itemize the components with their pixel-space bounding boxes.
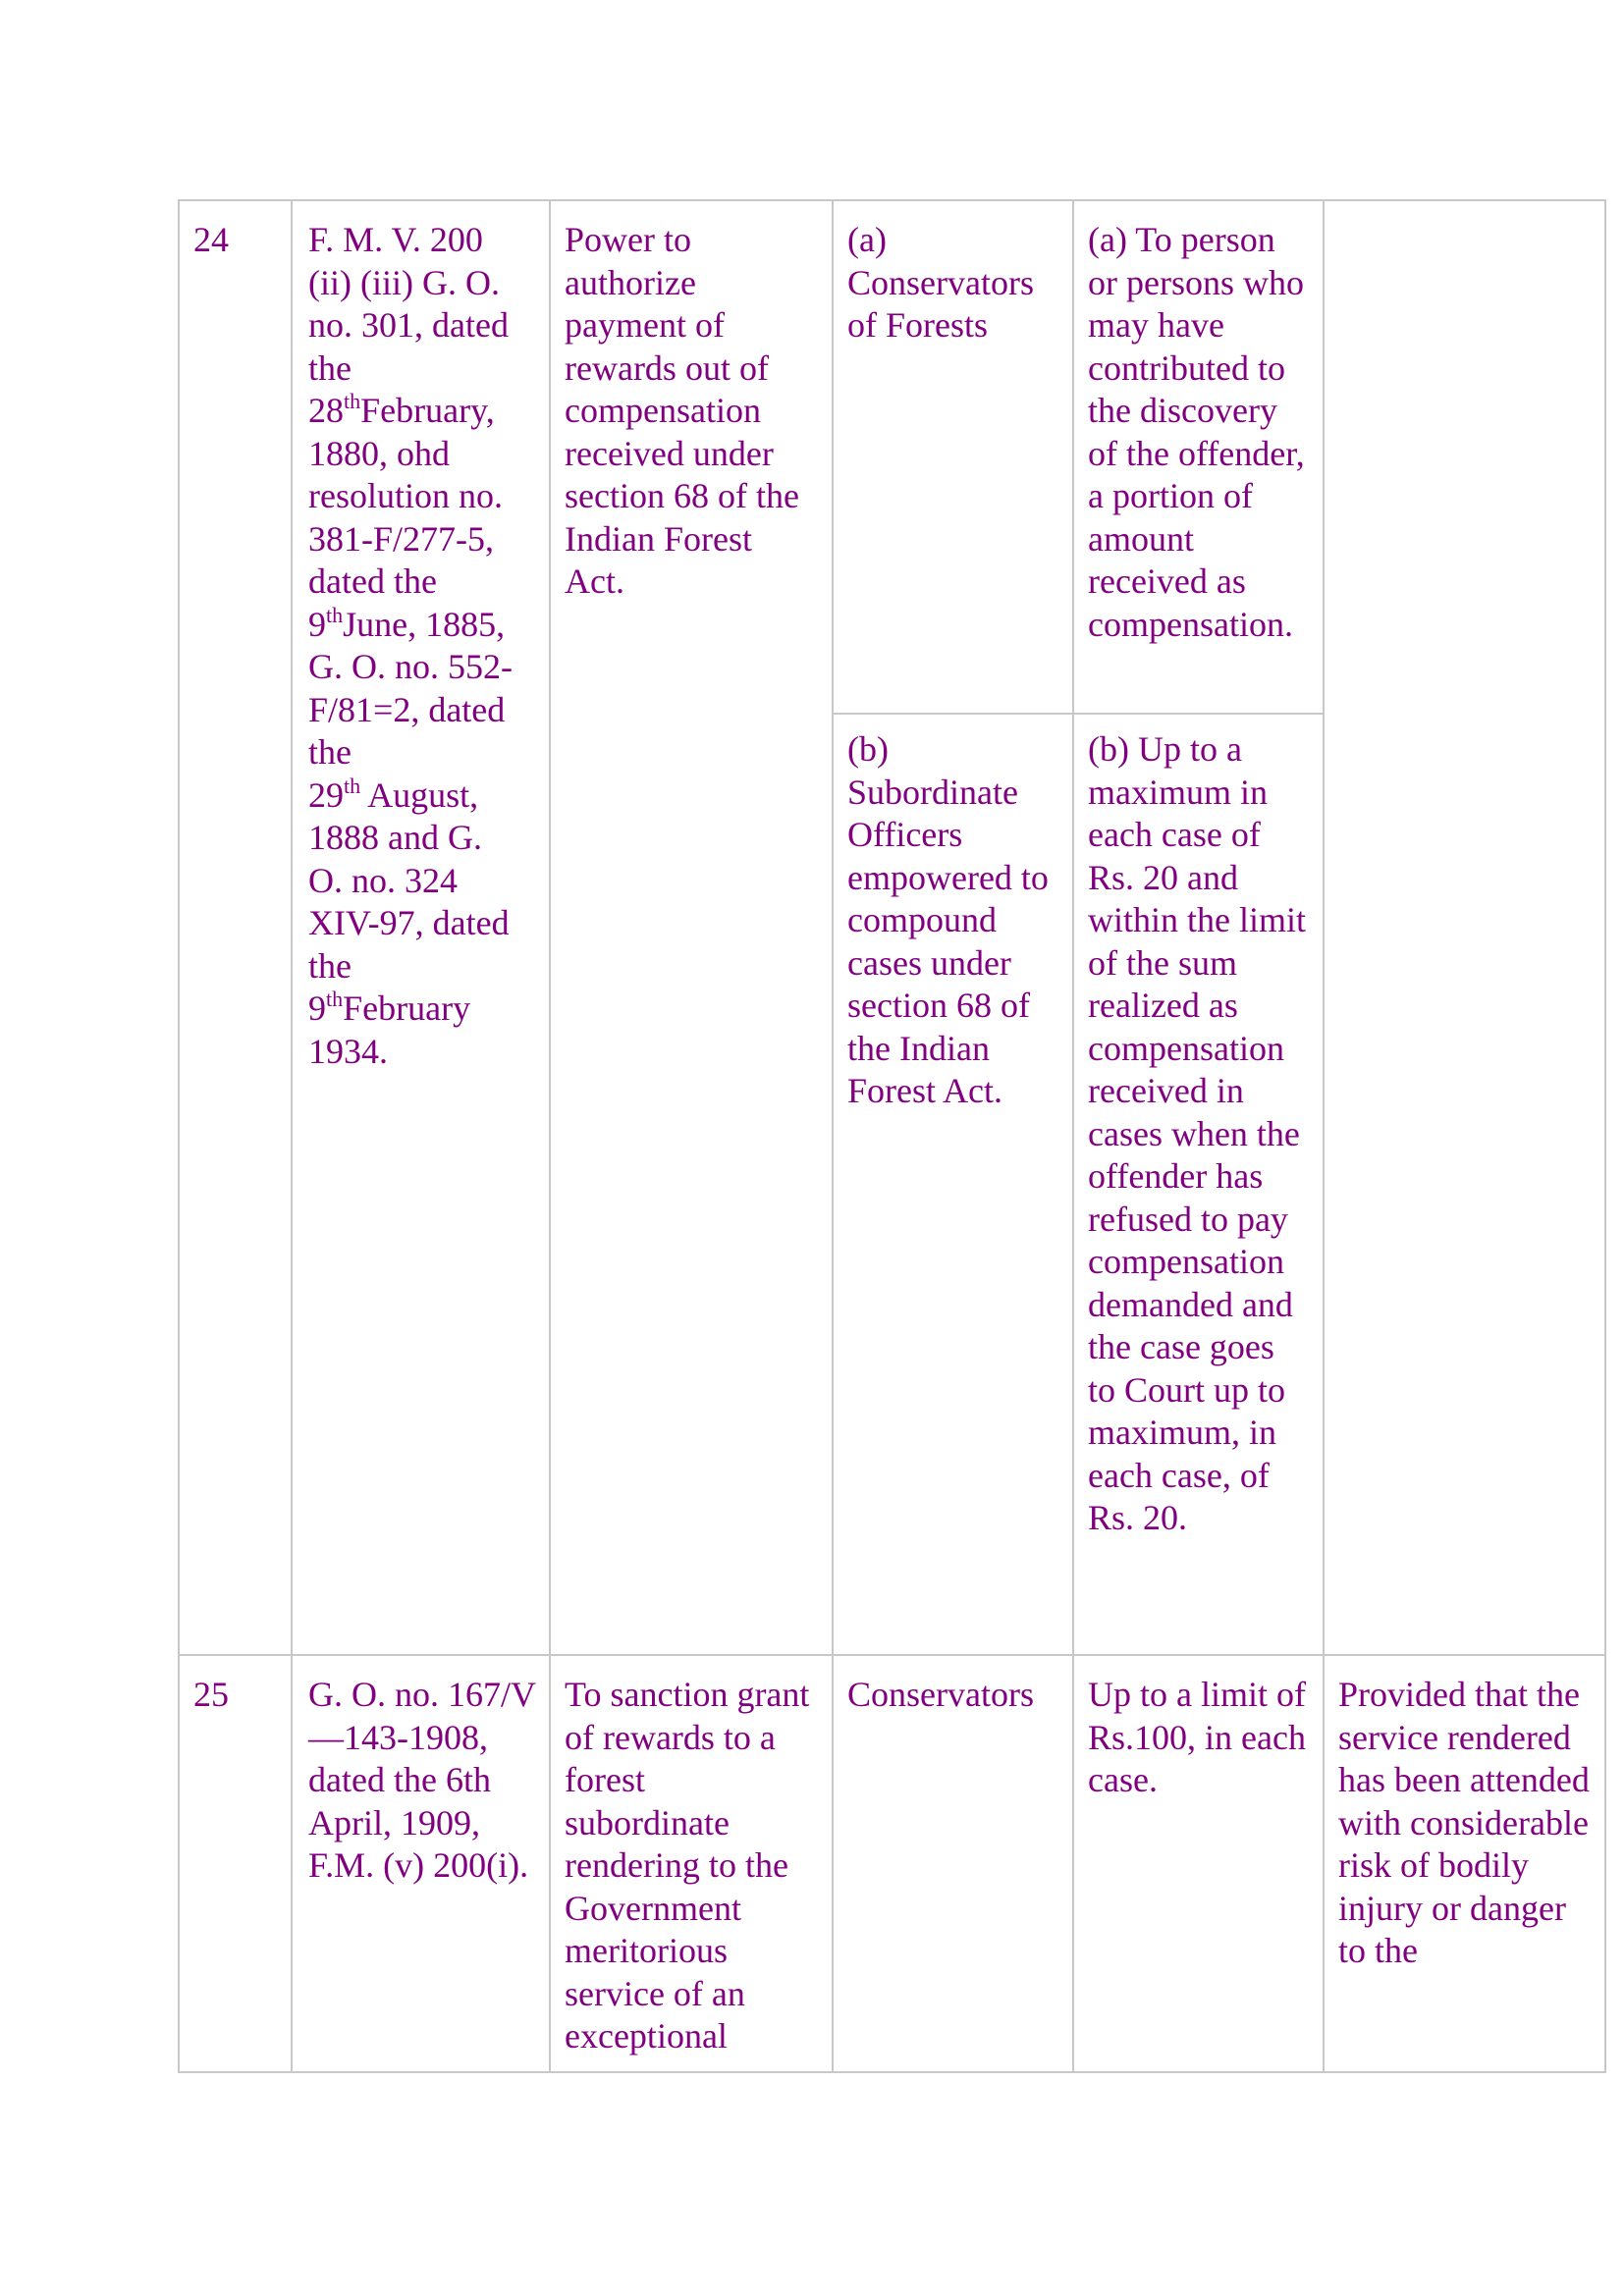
nature-of-power-cell: Power to authorize payment of rewards out of compensation received under section 68 of the Indian Forest Act. xyxy=(550,200,833,1655)
delegation-of-powers-table xyxy=(178,199,1606,2073)
table-row xyxy=(179,1655,1605,2072)
ordinal-superscript: th xyxy=(344,389,361,413)
reference-line xyxy=(308,774,539,818)
authority-cell: Conservators xyxy=(833,1655,1073,2072)
extent-a-cell: (a) To person or persons who may have contributed to the discovery of the offender, a portion of amount received as compensation. xyxy=(1073,200,1324,714)
reference-line: 381-F/277-5, xyxy=(308,518,494,559)
reference-line: G. O. no. 552- xyxy=(308,647,513,686)
reference-line-prefix: 29 xyxy=(308,774,344,815)
reference-line: the xyxy=(308,732,352,772)
reference-line: the xyxy=(308,945,352,986)
conditions-cell xyxy=(1324,200,1605,1655)
reference-cell xyxy=(292,200,550,1655)
reference-line: dated the xyxy=(308,561,437,601)
reference-line-suffix: August, xyxy=(360,774,479,815)
reference-line: no. 301, dated xyxy=(308,305,509,345)
ordinal-superscript: th xyxy=(344,773,361,798)
authority-b-cell: (b) Subordinate Officers empowered to compound cases under section 68 of the Indian Forest Act. xyxy=(833,714,1073,1655)
reference-line: XIV-97, dated xyxy=(308,903,510,942)
reference-line: O. no. 324 xyxy=(308,860,458,900)
reference-line: resolution no. xyxy=(308,476,503,515)
row-number-cell: 25 xyxy=(179,1655,292,2072)
reference-line-suffix: February, xyxy=(360,391,495,430)
reference-cell: G. O. no. 167/V—143-1908, dated the 6th April, 1909, F.M. (v) 200(i). xyxy=(292,1655,550,2072)
ordinal-superscript: th xyxy=(326,602,344,627)
reference-line-suffix: June, 1885, xyxy=(343,604,506,644)
reference-line-prefix: 9 xyxy=(308,604,326,644)
table-row xyxy=(179,200,1605,714)
reference-line: 1934. xyxy=(308,1031,388,1071)
conditions-cell: Provided that the service rendered has been attended with considerable risk of bodily injury or danger to the xyxy=(1324,1655,1605,2072)
ordinal-superscript: th xyxy=(326,987,344,1011)
authority-a-cell: (a) Conservators of Forests xyxy=(833,200,1073,714)
reference-line: F. M. V. 200 xyxy=(308,220,483,259)
reference-line xyxy=(308,988,539,1031)
nature-of-power-cell: To sanction grant of rewards to a forest subordinate rendering to the Government meritorious service of an exceptional xyxy=(550,1655,833,2072)
extent-b-cell: (b) Up to a maximum in each case of Rs. 20 and within the limit of the sum realized as compensation received in cases when the offender has refused to pay compensation demanded and the case goes to Court up to maximum, in each case, of Rs. 20. xyxy=(1073,714,1324,1655)
reference-line: 1880, ohd xyxy=(308,433,450,473)
reference-line xyxy=(308,390,539,433)
reference-line-prefix: 28 xyxy=(308,391,344,430)
reference-line: (ii) (iii) G. O. xyxy=(308,262,500,302)
row-number-cell: 24 xyxy=(179,200,292,1655)
reference-lines xyxy=(308,219,539,1073)
reference-line: F/81=2, dated xyxy=(308,689,506,729)
extent-cell: Up to a limit of Rs.100, in each case. xyxy=(1073,1655,1324,2072)
reference-line-suffix: February xyxy=(343,988,471,1028)
reference-line xyxy=(308,604,539,647)
reference-line-prefix: 9 xyxy=(308,988,326,1028)
reference-line: the xyxy=(308,347,352,388)
reference-line: 1888 and G. xyxy=(308,818,482,857)
